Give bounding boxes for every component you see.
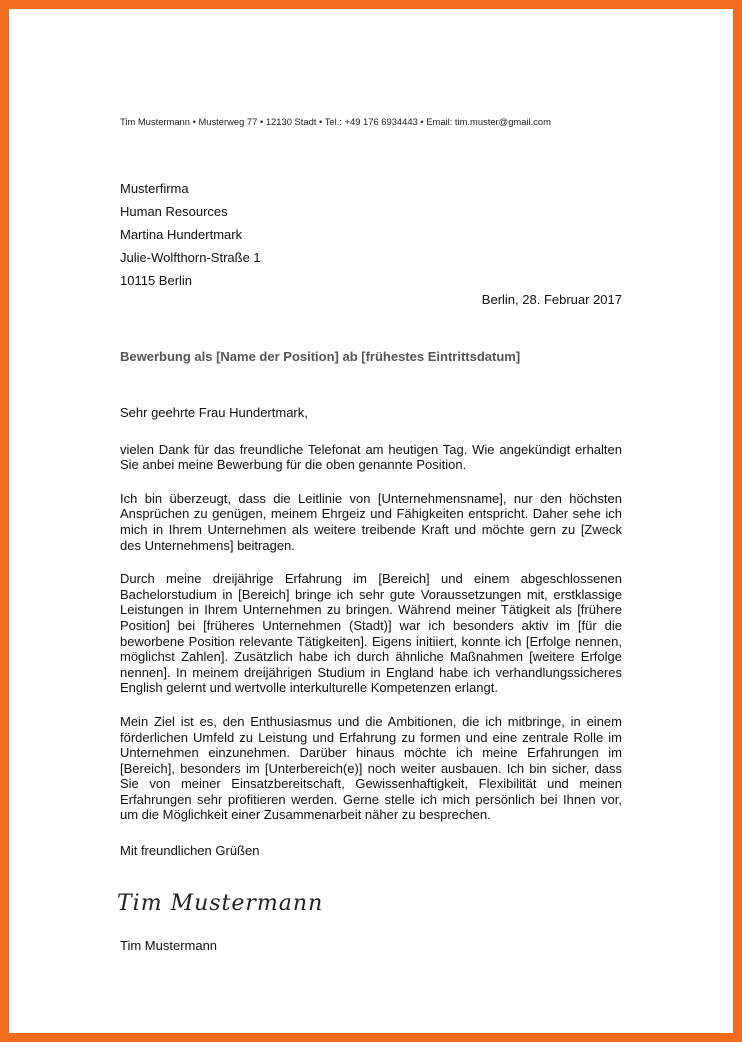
- recipient-city: 10115 Berlin: [120, 273, 193, 288]
- closing-phrase: Mit freundlichen Grüßen: [120, 843, 260, 859]
- recipient-address: [120, 177, 261, 292]
- signed-name: Tim Mustermann: [120, 938, 218, 953]
- recipient-person: Martina Hundertmark: [120, 227, 243, 242]
- body-paragraph: Mein Ziel ist es, den Enthusiasmus und die Ambitionen, die ich mitbringe, in einem förderlichen Umfeld zu Leistung und Erfahrung zu formen und eine zentrale Rolle im Unternehmen einzunehmen. Darüber hinaus möchte ich meine Erfahrungen im [Bereich], besonders im [Unterbereich(e)] noch weiter ausbauen. Ich bin sicher, dass Sie von meiner Einsatzbereitschaft, Gewissenhaftigkeit, Flexibilität und meinen Erfahrungen sehr profitieren werden. Gerne stelle ich mich persönlich bei Ihnen vor, um die Möglichkeit einer Zusammenarbeit näher zu besprechen.: [120, 713, 622, 823]
- body-paragraph: Ich bin überzeugt, dass die Leitlinie von [Unternehmensname], nur den höchsten Ansprüchen zu genügen, meinem Ehrgeiz und Fähigkeiten entspricht. Daher sehe ich mich in Ihrem Unternehmen als weitere treibende Kraft und möchte gern zu [Zweck des Unternehmens] beitragen.: [120, 490, 622, 553]
- recipient-company: Musterfirma: [120, 181, 189, 196]
- handwritten-signature: Tim Mustermann: [117, 891, 324, 916]
- body-paragraph: vielen Dank für das freundliche Telefonat am heutigen Tag. Wie angekündigt erhalten Sie anbei meine Bewerbung für die oben genannte Position.: [120, 441, 622, 473]
- recipient-department: Human Resources: [120, 204, 228, 219]
- letter-subject: Bewerbung als [Name der Position] ab [frühestes Eintrittsdatum]: [120, 349, 521, 364]
- sender-line: Tim Mustermann • Musterweg 77 • 12130 Stadt • Tel.: +49 176 6934443 • Email: tim.muster@gmail.com: [120, 116, 551, 127]
- letter-date: Berlin, 28. Februar 2017: [481, 292, 622, 307]
- letter-page: [9, 9, 733, 1033]
- salutation: Sehr geehrte Frau Hundertmark,: [120, 405, 308, 420]
- recipient-street: Julie-Wolfthorn-Straße 1: [120, 250, 261, 265]
- body-paragraph: Durch meine dreijährige Erfahrung im [Bereich] und einem abgeschlossenen Bachelorstudium in [Bereich] bringe ich sehr gute Voraussetzungen mit, erstklassige Leistungen in Ihrem Unternehmen zu bringen. Während meiner Tätigkeit als [frühere Position] bei [früheres Unternehmen (Stadt)] war ich besonders aktiv im [für die beworbene Position relevante Tätigkeiten]. Eigens initiiert, konnte ich [Erfolge nennen, möglichst Zahlen]. Zusätzlich habe ich durch ähnliche Maßnahmen [weitere Erfolge nennen]. In meinem dreijährigen Studium in England habe ich verhandlungssicheres English gelernt und wertvolle interkulturelle Kompetenzen erlangt.: [120, 571, 622, 696]
- letter-body: [120, 405, 622, 859]
